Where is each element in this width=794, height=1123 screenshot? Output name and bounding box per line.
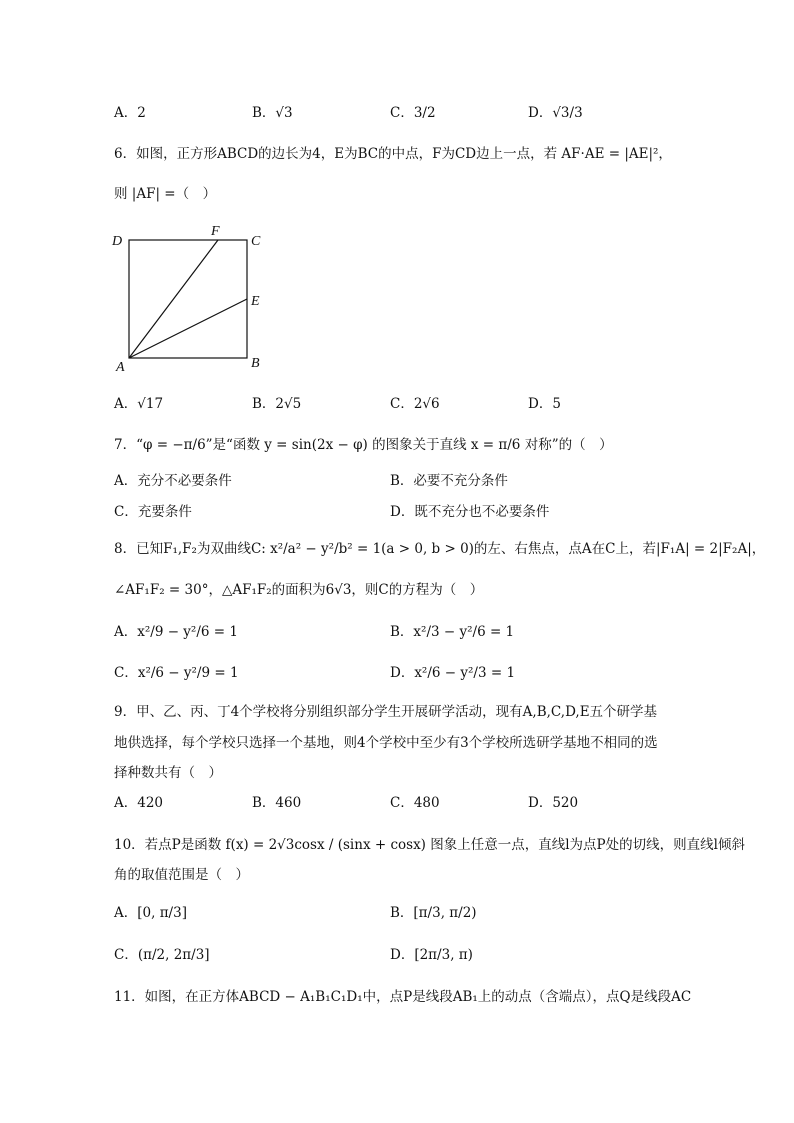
q9-stem-line3: 择种数共有（ ） bbox=[114, 765, 222, 781]
q5-option-c: C．3/2 bbox=[390, 105, 436, 121]
label-f: F bbox=[211, 224, 220, 239]
q7-option-d: D．既不充分也不必要条件 bbox=[390, 504, 550, 520]
q8-stem-line1: 8．已知F₁,F₂为双曲线C: x²/a² − y²/b² = 1(a > 0, b > 0)的左、右焦点，点A在C上，若|F₁A| = 2|F₂A|， bbox=[114, 541, 766, 557]
q8-option-d: D．x²/6 − y²/3 = 1 bbox=[390, 665, 516, 681]
q7-option-c: C．充要条件 bbox=[114, 504, 192, 520]
q6-stem-line2: 则 |AF| =（ ） bbox=[114, 186, 217, 202]
q7-option-b: B．必要不充分条件 bbox=[390, 473, 508, 489]
label-e: E bbox=[251, 294, 260, 309]
q5-option-b: B．√3 bbox=[252, 105, 293, 121]
q10-option-d: D．[2π/3, π) bbox=[390, 947, 473, 963]
q7-stem: 7．“φ = −π/6”是“函数 y = sin(2x − φ) 的图象关于直线 x = π/6 对称”的（ ） bbox=[114, 437, 613, 453]
segment-af bbox=[129, 240, 218, 358]
q8-option-c: C．x²/6 − y²/9 = 1 bbox=[114, 665, 239, 681]
q9-option-b: B．460 bbox=[252, 795, 302, 811]
square-abcd bbox=[129, 240, 247, 358]
label-a: A bbox=[116, 360, 125, 374]
q6-option-b: B．2√5 bbox=[252, 396, 302, 412]
square-diagram bbox=[108, 224, 278, 374]
q8-option-a: A．x²/9 − y²/6 = 1 bbox=[114, 624, 238, 640]
q10-option-c: C．(π/2, 2π/3] bbox=[114, 947, 210, 963]
q6-option-d: D．5 bbox=[528, 396, 561, 412]
q11-stem-line1: 11．如图，在正方体ABCD − A₁B₁C₁D₁中，点P是线段AB₁上的动点（含端点），点Q是线段AC bbox=[114, 989, 692, 1005]
q5-option-a: A．2 bbox=[114, 105, 146, 121]
q10-option-a: A．[0, π/3] bbox=[114, 905, 187, 921]
q8-option-b: B．x²/3 − y²/6 = 1 bbox=[390, 624, 515, 640]
q9-option-a: A．420 bbox=[114, 795, 164, 811]
q6-stem-line1: 6．如图，正方形ABCD的边长为4，E为BC的中点，F为CD边上一点，若 AF·AE = |AE|²， bbox=[114, 146, 672, 162]
label-b: B bbox=[251, 356, 260, 371]
q10-stem-line2: 角的取值范围是（ ） bbox=[114, 867, 249, 883]
q9-option-c: C．480 bbox=[390, 795, 440, 811]
label-c: C bbox=[251, 234, 261, 249]
label-d: D bbox=[112, 234, 123, 249]
q10-stem-line1: 10．若点P是函数 f(x) = 2√3cosx / (sinx + cosx) 图象上任意一点，直线l为点P处的切线，则直线l倾斜 bbox=[114, 837, 745, 853]
segment-ae bbox=[129, 299, 247, 358]
q8-stem-line2: ∠AF₁F₂ = 30°，△AF₁F₂的面积为6√3，则C的方程为（ ） bbox=[114, 582, 484, 598]
q9-option-d: D．520 bbox=[528, 795, 579, 811]
q10-option-b: B．[π/3, π/2) bbox=[390, 905, 477, 921]
q9-stem-line1: 9．甲、乙、丙、丁4个学校将分别组织部分学生开展研学活动，现有A,B,C,D,E五个研学基 bbox=[114, 704, 658, 720]
q6-option-c: C．2√6 bbox=[390, 396, 440, 412]
q6-option-a: A．√17 bbox=[114, 396, 164, 412]
q7-option-a: A．充分不必要条件 bbox=[114, 473, 232, 489]
q9-stem-line2: 地供选择，每个学校只选择一个基地，则4个学校中至少有3个学校所选研学基地不相同的选 bbox=[114, 735, 658, 751]
q5-option-d: D．√3/3 bbox=[528, 105, 583, 121]
